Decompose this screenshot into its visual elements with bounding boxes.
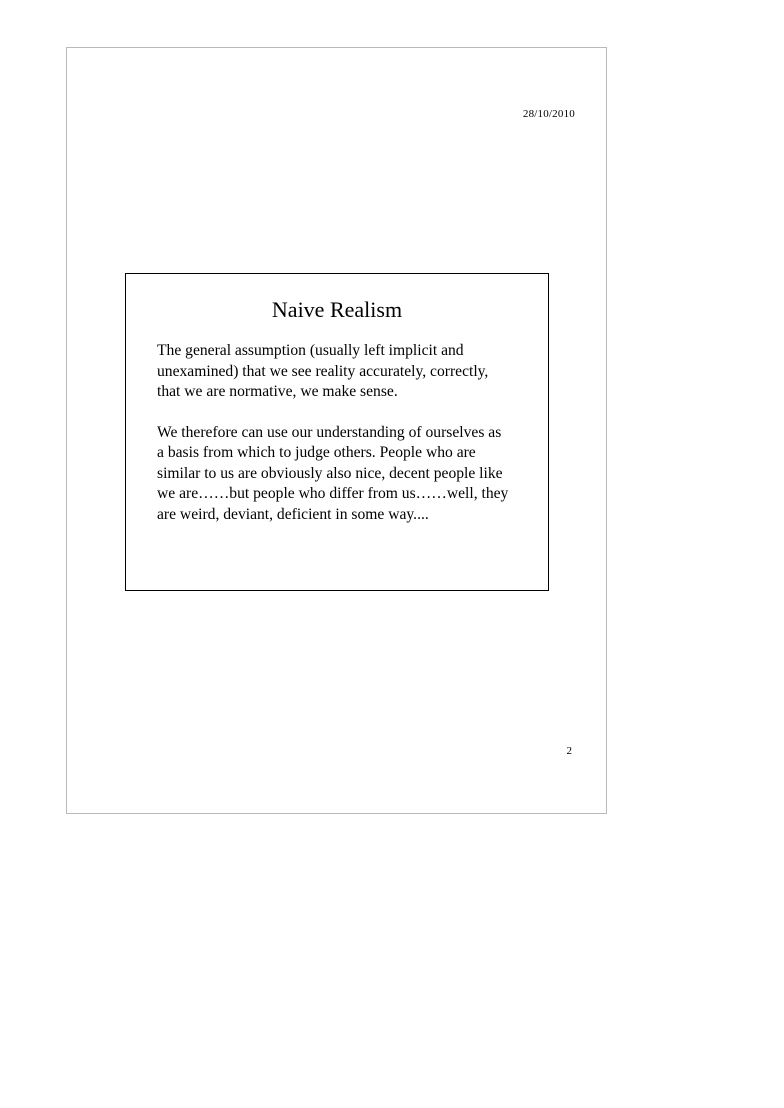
slide-paragraph-definition: The general assumption (usually left implicit and unexamined) that we see reality accurately, correctly, that we are normative, we make sense. — [157, 342, 489, 400]
slide-frame — [125, 273, 549, 591]
page-number: 2 — [566, 745, 572, 757]
slide-body — [157, 341, 537, 545]
page-date: 28/10/2010 — [522, 108, 575, 120]
handout-page — [66, 47, 607, 814]
slide-title: Naive Realism — [271, 297, 403, 322]
slide-paragraph-consequence: We therefore can use our understanding of ourselves as a basis from which to judge others. People who are similar to us are obviously also nice, decent people like we are……but people who differ from us……well, they are weird, deviant, deficient in some way.... — [157, 423, 509, 523]
